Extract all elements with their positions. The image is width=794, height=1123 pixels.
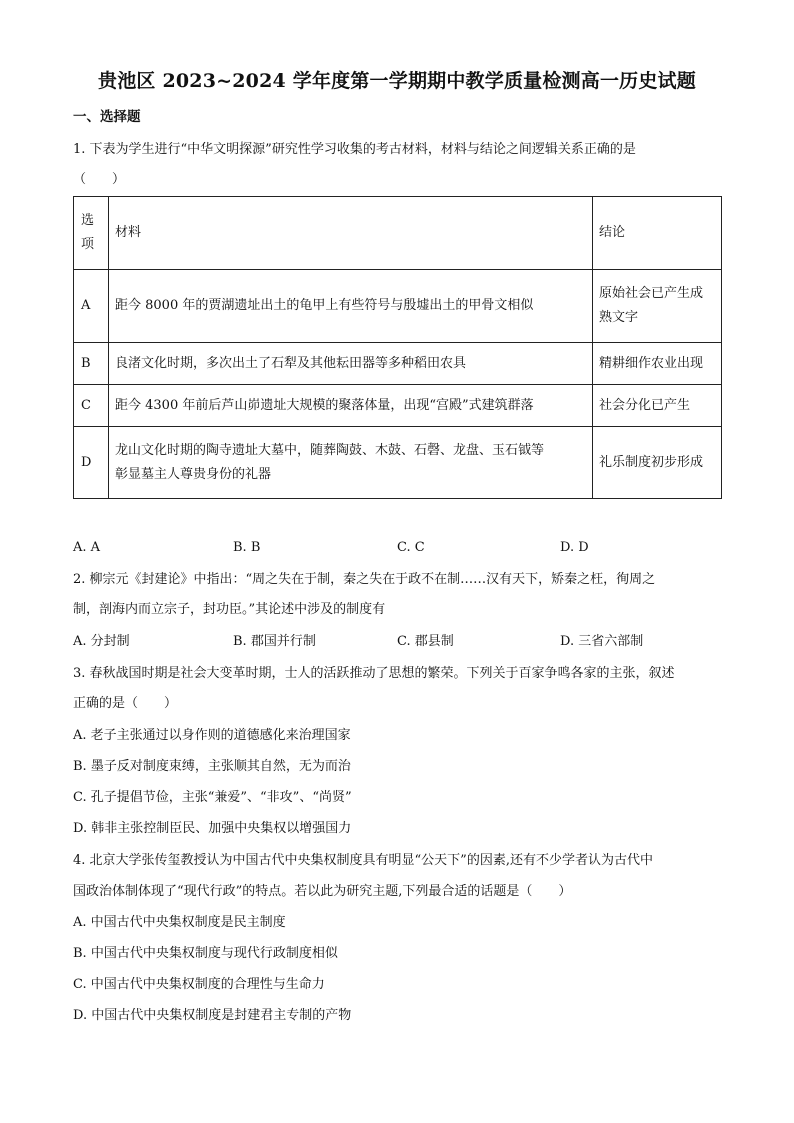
q2-stem-line2: 制，剖海内而立宗子，封功臣。”其论述中涉及的制度有 [73,602,386,617]
q2-option-b[interactable]: B. 郡国并行制 [233,634,316,649]
q3-option-a[interactable]: A. 老子主张通过以身作则的道德感化来治理国家 [73,728,351,743]
row-material-line1: 龙山文化时期的陶寺遗址大墓中，随葬陶鼓、木鼓、石磬、龙盘、玉石钺等 [115,442,545,458]
q1-stem-line1: 1. 下表为学生进行“中华文明探源”研究性学习收集的考古材料，材料与结论之间逻辑关系正确的是 [73,142,636,157]
row-material-cell [109,427,593,499]
row-material-cell: 良渚文化时期，多次出土了石犁及其他耘田器等多种稻田农具 [109,343,593,385]
q2-option-d[interactable]: D. 三省六部制 [560,634,644,649]
row-option-cell: A [74,270,109,343]
q1-materials-table [73,196,722,499]
q1-option-a[interactable]: A. A [73,540,101,555]
header-conclusion-cell: 结论 [593,197,722,270]
table-row [74,343,722,385]
q4-option-c[interactable]: C. 中国古代中央集权制度的合理性与生命力 [73,977,325,992]
q3-option-c[interactable]: C. 孔子提倡节俭，主张“兼爱”、“非攻”、“尚贤” [73,790,352,805]
q2-option-a[interactable]: A. 分封制 [73,634,130,649]
row-conclusion-line2: 熟文字 [599,310,639,325]
row-conclusion-cell [593,270,722,343]
q2-option-c[interactable]: C. 郡县制 [397,634,454,649]
exam-title: 贵池区 2023~2024 学年度第一学期期中教学质量检测高一历史试题 [98,70,696,92]
q3-option-d[interactable]: D. 韩非主张控制臣民、加强中央集权以增强国力 [73,821,352,836]
q4-option-a[interactable]: A. 中国古代中央集权制度是民主制度 [73,915,286,930]
q4-option-b[interactable]: B. 中国古代中央集权制度与现代行政制度相似 [73,946,338,961]
row-conclusion-cell: 精耕细作农业出现 [593,343,722,385]
q1-stem-line2: （ ） [73,172,126,187]
table-row [74,427,722,499]
row-conclusion-cell: 礼乐制度初步形成 [593,427,722,499]
q3-option-b[interactable]: B. 墨子反对制度束缚，主张顺其自然，无为而治 [73,759,351,774]
q3-stem-line1: 3. 春秋战国时期是社会大变革时期，士人的活跃推动了思想的繁荣。下列关于百家争鸣各家的主张，叙述 [73,666,675,681]
q1-option-c[interactable]: C. C [397,540,425,555]
header-option-cell [74,197,109,270]
header-material-cell: 材料 [109,197,593,270]
table-header-row [74,197,722,270]
table-row [74,385,722,427]
q4-option-d[interactable]: D. 中国古代中央集权制度是封建君主专制的产物 [73,1008,352,1023]
q3-stem-line2: 正确的是（ ） [73,696,178,711]
row-conclusion-cell: 社会分化已产生 [593,385,722,427]
row-material-line2: 彰显墓主人尊贵身份的礼器 [115,466,272,482]
section-heading: 一、选择题 [73,109,141,125]
row-conclusion-line1: 原始社会已产生成 [599,286,704,301]
q2-stem-line1: 2. 柳宗元《封建论》中指出：“周之失在于制，秦之失在于政不在制……汉有天下，矫秦之枉，徇周之 [73,572,656,587]
table-row [74,270,722,343]
q1-option-d[interactable]: D. D [560,540,589,555]
header-option-line2: 项 [81,237,95,252]
row-option-cell: C [74,385,109,427]
q4-stem-line2: 国政治体制体现了“现代行政”的特点。若以此为研究主题,下列最合适的话题是（ ） [73,884,572,899]
q1-option-b[interactable]: B. B [233,540,261,555]
row-option-cell: B [74,343,109,385]
header-option-line1: 选 [81,213,95,228]
row-material-cell: 距今 4300 年前后芦山峁遗址大规模的聚落体量，出现“宫殿”式建筑群落 [109,385,593,427]
row-material-cell: 距今 8000 年的贾湖遗址出土的龟甲上有些符号与殷墟出土的甲骨文相似 [109,270,593,343]
row-option-cell: D [74,427,109,499]
q4-stem-line1: 4. 北京大学张传玺教授认为中国古代中央集权制度具有明显“公天下”的因素,还有不少学者认为古代中 [73,853,653,868]
